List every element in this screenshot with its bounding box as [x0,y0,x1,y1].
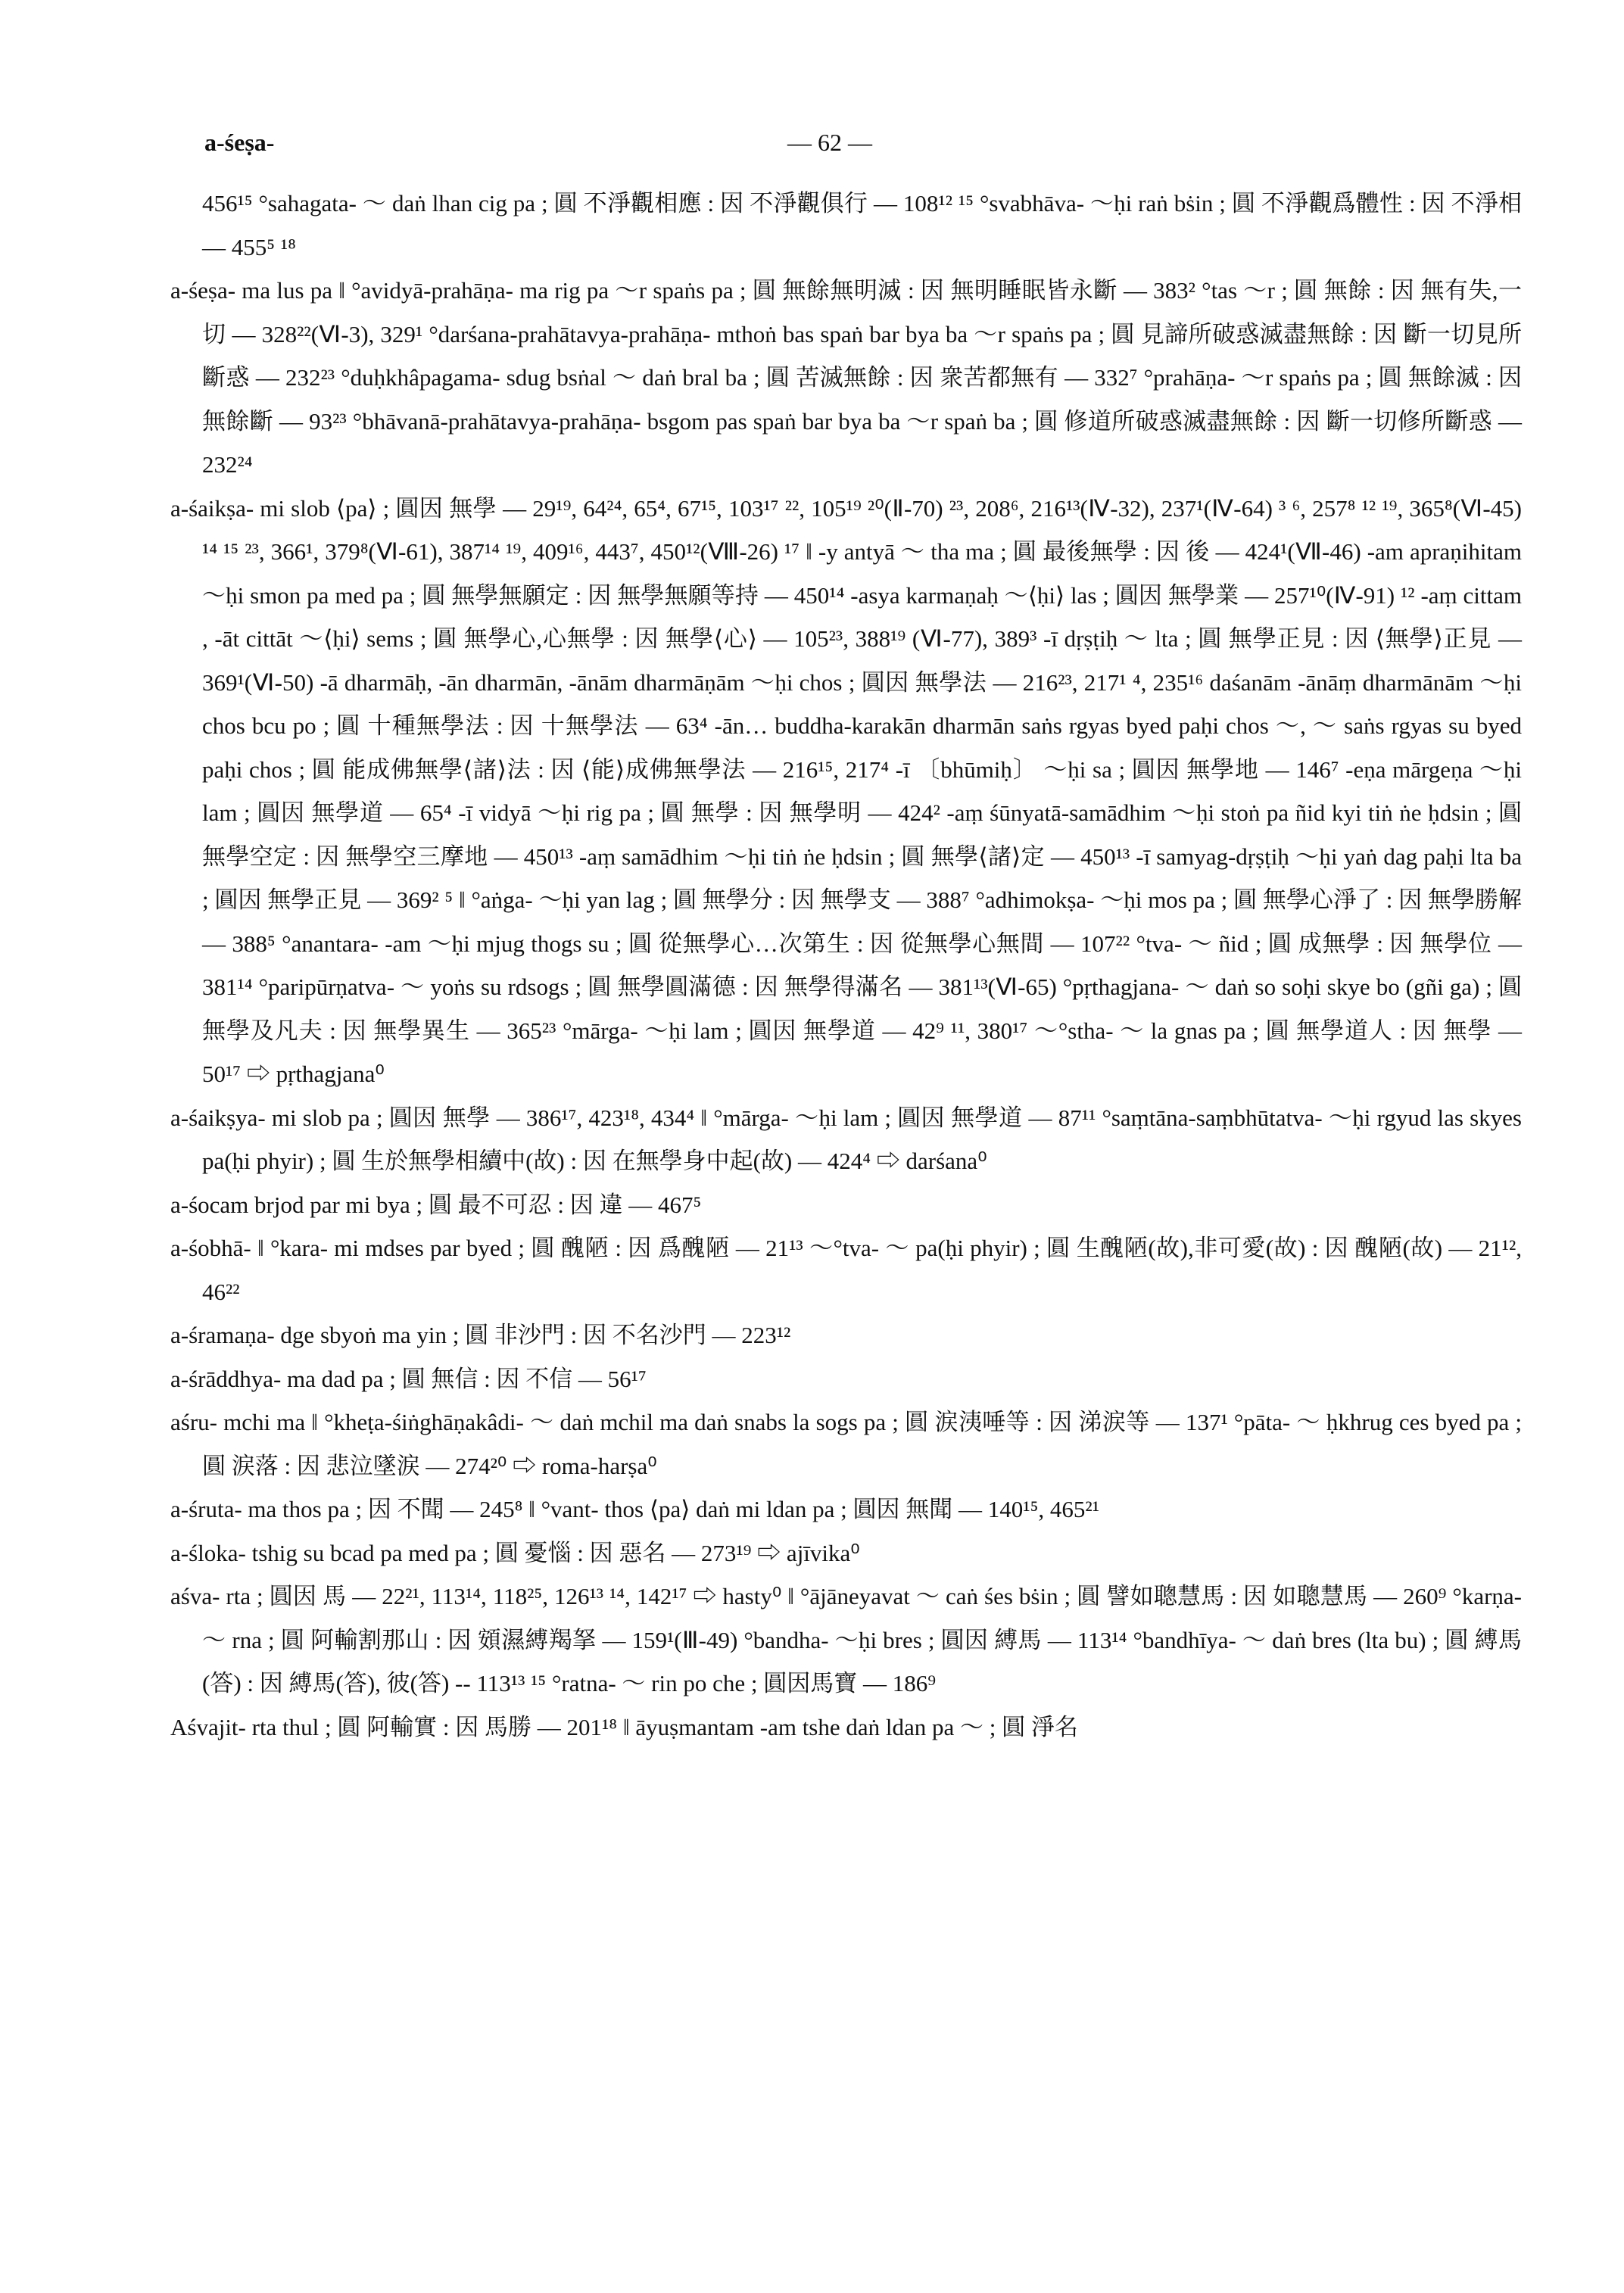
dictionary-entry: a-śeṣa- ma lus pa ‖ °avidyā-prahāṇa- ma rig pa ～r spaṅs pa ; 圓 無餘無明滅 : 因 無明睡眠皆永斷 — 383² °tas ～r ; 圓 無餘 : 因 無有失,一切 — 328²²(Ⅵ-3), 329¹ °darśana-prahātavya-prahāṇa- mthoṅ bas spaṅ bar bya ba ～r spaṅs pa ; 圓 見諦所破惑滅盡無餘 : 因 斷一切見所斷惑 — 232²³ °duḥkhâpagama- sdug bsṅal ～ daṅ bral ba ; 圓 苦滅無餘 : 因 衆苦都無有 — 332⁷ °prahāṇa- ～r spaṅs pa ; 圓 無餘滅 : 因 無餘斷 — 93²³ °bhāvanā-prahātavya-prahāṇa- bsgom pas spaṅ bar bya ba ～r spaṅ ba ; 圓 修道所破惑滅盡無餘 : 因 斷一切修所斷惑 — 232²⁴ [170,277,1522,478]
page-number: — 62 — [787,129,872,156]
dictionary-entry: a-śloka- tshig su bcad pa med pa ; 圓 憂惱 : 因 惡名 — 273¹⁹ ⇨ ajīvika⁰ [170,1539,860,1566]
dictionary-entry: aśru- mchi ma ‖ °kheṭa-śiṅghāṇakâdi- ～ daṅ mchil ma daṅ snabs la sogs pa ; 圓 涙洟唾等 : 因 涕涙等 — 137¹ °pāta- ～ ḥkhrug ces byed pa ; 圓 涙落 : 因 悲泣墜涙 — 274²⁰ ⇨ roma-harṣa⁰ [170,1409,1522,1479]
dictionary-entry: a-śramaṇa- dge sbyoṅ ma yin ; 圓 非沙門 : 因 不名沙門 — 223¹² [170,1322,791,1348]
dictionary-entry: 456¹⁵ °sahagata- ～ daṅ lhan cig pa ; 圓 不淨觀相應 : 因 不淨觀俱行 — 108¹² ¹⁵ °svabhāva- ～ḥi raṅ bṡin ; 圓 不淨觀爲體性 : 因 不淨相 — 455⁵ ¹⁸ [202,190,1522,260]
dictionary-entry: Aśvajit- rta thul ; 圓 阿輸實 : 因 馬勝 — 201¹⁸ ‖ āyuṣmantam -am tshe daṅ ldan pa ～ ; 圓 淨名 [170,1713,1078,1740]
dictionary-entry: a-śaikṣa- mi slob ⟨pa⟩ ; 圓因 無學 — 29¹⁹, 64²⁴, 65⁴, 67¹⁵, 103¹⁷ ²², 105¹⁹ ²⁰(Ⅱ-70) ²³, 208⁶, 216¹³(Ⅳ-32), 237¹(Ⅳ-64) ³ ⁶, 257⁸ ¹² ¹⁹, 365⁸(Ⅵ-45) ¹⁴ ¹⁵ ²³, 366¹, 379⁸(Ⅵ-61), 387¹⁴ ¹⁹, 409¹⁶, 443⁷, 450¹²(Ⅷ-26) ¹⁷ ‖ -y antyā ～ tha ma ; 圓 最後無學 : 因 後 — 424¹(Ⅶ-46) -am apraṇihitam ～ḥi smon pa med pa ; 圓 無學無願定 : 因 無學無願等持 — 450¹⁴ -asya karmaṇaḥ ～⟨ḥi⟩ las ; 圓因 無學業 — 257¹⁰(Ⅳ-91) ¹² -aṃ cittam , -āt cittāt ～⟨ḥi⟩ sems ; 圓 無學心,心無學 : 因 無學⟨心⟩ — 105²³, 388¹⁹ (Ⅵ-77), 389³ -ī dṛṣṭiḥ ～ lta ; 圓 無學正見 : 因 ⟨無學⟩正見 — 369¹(Ⅵ-50) -ā dharmāḥ, -ān dharmān, -ānām dharmāṇām ～ḥi chos ; 圓因 無學法 — 216²³, 217¹ ⁴, 235¹⁶ daśanām -ānāṃ dharmānām ～ḥi chos bcu po ; 圓 十種無學法 : 因 十無學法 — 63⁴ -ān… buddha-karakān dharmān saṅs rgyas byed paḥi chos ～, ～ saṅs rgyas su byed paḥi chos ; 圓 能成佛無學⟨諸⟩法 : 因 ⟨能⟩成佛無學法 — 216¹⁵, 217⁴ -ī 〔bhūmiḥ〕 ～ḥi sa ; 圓因 無學地 — 146⁷ -eṇa mārgeṇa ～ḥi lam ; 圓因 無學道 — 65⁴ -ī vidyā ～ḥi rig pa ; 圓 無學 : 因 無學明 — 424² -aṃ śūnyatā-samādhim ～ḥi stoṅ pa ñid kyi tiṅ ṅe ḥdsin ; 圓 無學空定 : 因 無學空三摩地 — 450¹³ -aṃ samādhim ～ḥi tiṅ ṅe ḥdsin ; 圓 無學⟨諸⟩定 — 450¹³ -ī samyag-dṛṣṭiḥ ～ḥi yaṅ dag paḥi lta ba ; 圓因 無學正見 — 369² ⁵ ‖ °aṅga- ～ḥi yan lag ; 圓 無學分 : 因 無學支 — 388⁷ °adhimokṣa- ～ḥi mos pa ; 圓 無學心淨了 : 因 無學勝解 — 388⁵ °anantara- -am ～ḥi mjug thogs su ; 圓 從無學心…次第生 : 因 從無學心無間 — 107²² °tva- ～ ñid ; 圓 成無學 : 因 無學位 — 381¹⁴ °paripūrṇatva- ～ yoṅs su rdsogs ; 圓 無學圓滿德 : 因 無學得滿名 — 381¹³(Ⅵ-65) °pṛthagjana- ～ daṅ so soḥi skye bo (gñi ga) ; 圓 無學及凡夫 : 因 無學異生 — 365²³ °mārga- ～ḥi lam ; 圓因 無學道 — 42⁹ ¹¹, 380¹⁷ ～°stha- ～ la gnas pa ; 圓 無學道人 : 因 無學 — 50¹⁷ ⇨ pṛthagjana⁰ [170,494,1522,1087]
dictionary-entry: aśva- rta ; 圓因 馬 — 22²¹, 113¹⁴, 118²⁵, 126¹³ ¹⁴, 142¹⁷ ⇨ hasty⁰ ‖ °ājāneyavat ～ caṅ śes bṡin ; 圓 譬如聰慧馬 : 因 如聰慧馬 — 260⁹ °karṇa- ～ rna ; 圓 阿輸割那山 : 因 頞濕縛羯拏 — 159¹(Ⅲ-49) °bandha- ～ḥi bres ; 圓因 縛馬 — 113¹⁴ °bandhīya- ～ daṅ bres (lta bu) ; 圓 縛馬(答) : 因 縛馬(答), 彼(答) -- 113¹³ ¹⁵ °ratna- ～ rin po che ; 圓因馬寶 — 186⁹ [170,1583,1522,1696]
dictionary-entry: a-śobhā- ‖ °kara- mi mdses par byed ; 圓 醜陋 : 因 爲醜陋 — 21¹³ ～°tva- ～ pa(ḥi phyir) ; 圓 生醜陋(故),非可愛(故) : 因 醜陋(故) — 21¹², 46²² [170,1235,1522,1305]
dictionary-entry: a-śaikṣya- mi slob pa ; 圓因 無學 — 386¹⁷, 423¹⁸, 434⁴ ‖ °mārga- ～ḥi lam ; 圓因 無學道 — 87¹¹ °saṃtāna-saṃbhūtatva- ～ḥi rgyud las skyes pa(ḥi phyir) ; 圓 生於無學相續中(故) : 因 在無學身中起(故) — 424⁴ ⇨ darśana⁰ [170,1104,1522,1174]
dictionary-entry: a-śruta- ma thos pa ; 因 不聞 — 245⁸ ‖ °vant- thos ⟨pa⟩ daṅ mi ldan pa ; 圓因 無聞 — 140¹⁵, 465²¹ [170,1496,1099,1522]
dictionary-entry: a-śocam brjod par mi bya ; 圓 最不可忍 : 因 違 — 467⁵ [170,1191,702,1218]
page-header [0,129,1624,174]
dictionary-body [170,182,1522,1749]
running-head: a-śeṣa- [204,129,275,156]
dictionary-entry: a-śrāddhya- ma dad pa ; 圓 無信 : 因 不信 — 56¹⁷ [170,1365,647,1392]
